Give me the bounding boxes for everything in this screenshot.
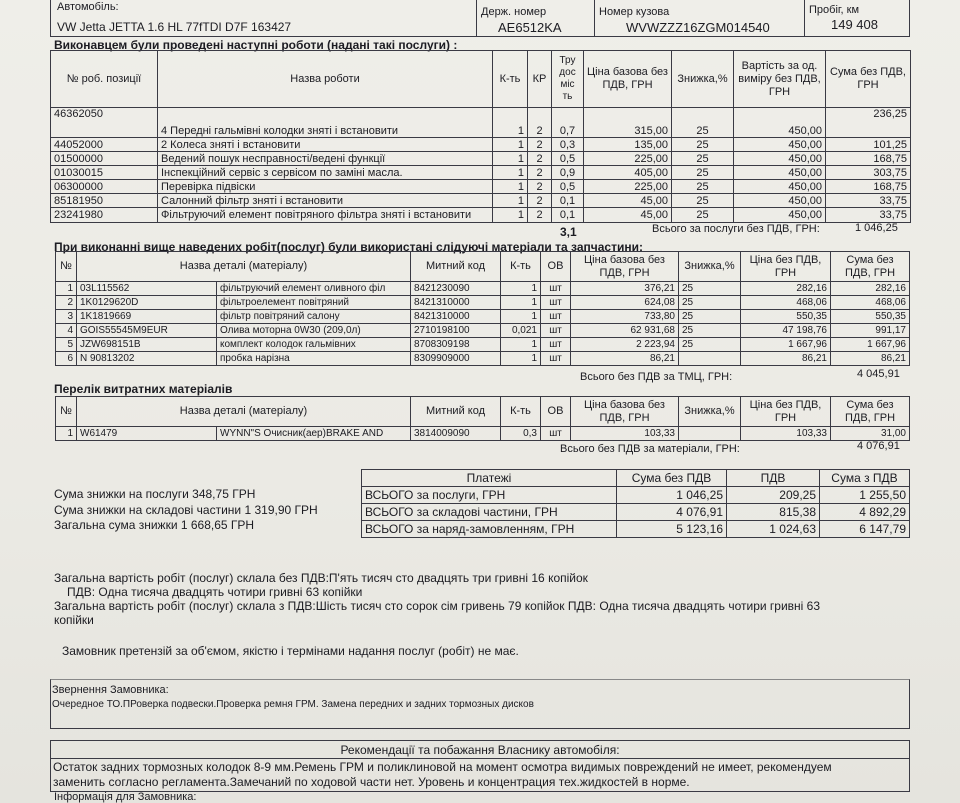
part-code: 2710198100: [411, 324, 501, 338]
col-disc: Знижка,%: [679, 252, 741, 282]
works-table: [50, 50, 911, 223]
car-label: Автомобіль:: [57, 1, 119, 13]
part-disc: 25: [679, 338, 741, 352]
part-ov: шт: [541, 282, 571, 296]
parts-title: При виконанні вище наведених робіт(послуг) були використані слідуючі матеріали та запчастини:: [54, 240, 643, 254]
parts-total-label: Всього без ПДВ за ТМЦ, ГРН:: [580, 371, 733, 383]
works-total-label: Всього за послуги без ПДВ, ГРН:: [652, 223, 820, 235]
work-sum: 33,75: [826, 194, 911, 208]
part-base: 86,21: [571, 352, 679, 366]
work-disc: 25: [672, 208, 734, 223]
cons-sum: 31,00: [831, 427, 910, 441]
part-sum: 991,17: [831, 324, 910, 338]
col-unit: Вартість за од. виміру без ПДВ, ГРН: [734, 51, 826, 108]
discount-total: Загальна сума знижки 1 668,65 ГРН: [54, 518, 255, 532]
work-code: 46362050: [51, 108, 158, 138]
work-name: Інспекційний сервіс з сервісом по заміні масла.: [158, 166, 493, 180]
table-row: [362, 487, 910, 504]
table-row: [51, 194, 911, 208]
works-title: Виконавцем були проведені наступні роботи (надані такі послуги) :: [54, 38, 458, 52]
part-name: комплект колодок гальмівних: [217, 338, 411, 352]
work-sum: 101,25: [826, 138, 911, 152]
customer-request-text: Очередное ТО.ПРоверка подвески.Проверка ремня ГРМ. Замена передних и задних тормозных дисков: [52, 699, 534, 710]
mileage-label: Пробіг, км: [809, 4, 860, 16]
work-kr: 2: [528, 108, 552, 138]
work-sum: 168,75: [826, 152, 911, 166]
work-disc: 25: [672, 194, 734, 208]
work-base: 45,00: [584, 194, 672, 208]
part-art: JZW698151B: [77, 338, 217, 352]
car-value: VW Jetta JETTA 1.6 HL 77fTDI D7F 163427: [57, 20, 292, 34]
work-trud: 0,7: [552, 108, 584, 138]
col-payments: Платежі: [362, 470, 617, 487]
plate-label: Держ. номер: [481, 6, 547, 18]
work-trud: 0,9: [552, 166, 584, 180]
work-sum: 168,75: [826, 180, 911, 194]
mileage-value: 149 408: [831, 17, 878, 32]
work-trud: 0,1: [552, 208, 584, 223]
consumables-table: [55, 396, 910, 441]
col-trud-4: ть: [562, 91, 573, 102]
work-disc: 25: [672, 180, 734, 194]
part-name: фільтроелемент повітряний: [217, 296, 411, 310]
cons-art: W61479: [77, 427, 217, 441]
part-n: 3: [56, 310, 77, 324]
part-ov: шт: [541, 338, 571, 352]
cons-qty: 0,3: [501, 427, 541, 441]
col-trud-1: Тру: [559, 55, 576, 66]
summary-net: Загальна вартість робіт (послуг) склала без ПДВ:П'ять тисяч сто двадцять три гривні 16 копійок: [54, 571, 588, 585]
work-disc: 25: [672, 108, 734, 138]
part-name: фільтруючий елемент оливного філ: [217, 282, 411, 296]
part-price: 1 667,96: [741, 338, 831, 352]
vehicle-header: [50, 0, 910, 37]
part-base: 733,80: [571, 310, 679, 324]
col-gross: Сума з ПДВ: [820, 470, 910, 487]
part-code: 8309909000: [411, 352, 501, 366]
customer-request-label: Звернення Замовника:: [52, 684, 169, 696]
pay-net: 4 076,91: [617, 504, 727, 521]
col-price: Ціна без ПДВ, ГРН: [741, 252, 831, 282]
work-qty: 1: [493, 166, 528, 180]
part-qty: 1: [501, 310, 541, 324]
pay-label: ВСЬОГО за послуги, ГРН: [362, 487, 617, 504]
work-trud: 0,5: [552, 180, 584, 194]
part-art: 1K0129620D: [77, 296, 217, 310]
part-qty: 0,021: [501, 324, 541, 338]
work-qty: 1: [493, 152, 528, 166]
table-row: [56, 427, 910, 441]
work-qty: 1: [493, 194, 528, 208]
work-disc: 25: [672, 166, 734, 180]
col-qty: К-ть: [493, 51, 528, 108]
part-art: 03L115562: [77, 282, 217, 296]
table-row: [51, 166, 911, 180]
col-name: Назва роботи: [158, 51, 493, 108]
work-base: 405,00: [584, 166, 672, 180]
col-base: Ціна базова без ПДВ, ГРН: [571, 397, 679, 427]
pay-label: ВСЬОГО за складові частини, ГРН: [362, 504, 617, 521]
col-trud-2: дос: [559, 67, 576, 78]
work-unit: 450,00: [734, 166, 826, 180]
col-trud: [552, 51, 584, 108]
col-customs: Митний код: [411, 252, 501, 282]
col-qty: К-ть: [501, 252, 541, 282]
col-sum: Сума без ПДВ, ГРН: [831, 397, 910, 427]
work-code: 85181950: [51, 194, 158, 208]
part-n: 5: [56, 338, 77, 352]
col-trud-3: міс: [560, 79, 575, 90]
pay-gross: 6 147,79: [820, 521, 910, 538]
table-row: [56, 296, 910, 310]
part-price: 550,35: [741, 310, 831, 324]
work-sum: 33,75: [826, 208, 911, 223]
part-n: 1: [56, 282, 77, 296]
col-pos: № роб. позиції: [51, 51, 158, 108]
consumables-total-value: 4 076,91: [857, 440, 900, 452]
col-ov: ОВ: [541, 397, 571, 427]
work-code: 23241980: [51, 208, 158, 223]
work-kr: 2: [528, 194, 552, 208]
part-qty: 1: [501, 296, 541, 310]
part-disc: 25: [679, 282, 741, 296]
cons-code: 3814009090: [411, 427, 501, 441]
no-claims-note: Замовник претензій за об'ємом, якістю і термінами надання послуг (робіт) не має.: [62, 644, 519, 658]
part-price: 468,06: [741, 296, 831, 310]
part-art: N 90813202: [77, 352, 217, 366]
part-price: 86,21: [741, 352, 831, 366]
part-ov: шт: [541, 352, 571, 366]
col-part-name: Назва деталі (матеріалу): [77, 252, 411, 282]
pay-vat: 209,25: [727, 487, 820, 504]
part-base: 376,21: [571, 282, 679, 296]
work-qty: 1: [493, 180, 528, 194]
cons-base: 103,33: [571, 427, 679, 441]
part-sum: 550,35: [831, 310, 910, 324]
part-name: Олива моторна 0W30 (209,0л): [217, 324, 411, 338]
vin-label: Номер кузова: [599, 6, 670, 18]
work-disc: 25: [672, 152, 734, 166]
part-code: 8421230090: [411, 282, 501, 296]
cons-name: WYNN"S Очисник(аер)BRAKE AND: [217, 427, 411, 441]
part-base: 2 223,94: [571, 338, 679, 352]
part-price: 282,16: [741, 282, 831, 296]
work-name: Ведений пошук несправності/ведені функції: [158, 152, 493, 166]
part-disc: 25: [679, 296, 741, 310]
work-unit: 450,00: [734, 208, 826, 223]
col-price: Ціна без ПДВ, ГРН: [741, 397, 831, 427]
part-disc: [679, 352, 741, 366]
pay-net: 5 123,16: [617, 521, 727, 538]
part-base: 62 931,68: [571, 324, 679, 338]
table-row: [51, 180, 911, 194]
discount-services: Сума знижки на послуги 348,75 ГРН: [54, 487, 256, 501]
recommendations-line1: Остаток задних тормозных колодок 8-9 мм.Ремень ГРМ и поликлиновой на момент осмотра видимых повреждений не имеет, рекомендуем: [53, 760, 832, 774]
cons-price: 103,33: [741, 427, 831, 441]
col-base: Ціна базова без ПДВ, ГРН: [584, 51, 672, 108]
table-row: [56, 310, 910, 324]
table-row: [362, 504, 910, 521]
part-ov: шт: [541, 310, 571, 324]
work-code: 06300000: [51, 180, 158, 194]
work-base: 135,00: [584, 138, 672, 152]
part-qty: 1: [501, 282, 541, 296]
part-price: 47 198,76: [741, 324, 831, 338]
work-unit: 450,00: [734, 138, 826, 152]
table-row: [51, 208, 911, 223]
parts-header-row: [56, 252, 910, 282]
recommendations-box: [50, 740, 910, 792]
customer-info-label: Інформація для Замовника:: [54, 791, 197, 803]
part-code: 8708309198: [411, 338, 501, 352]
work-unit: 450,00: [734, 108, 826, 138]
table-row: [56, 338, 910, 352]
work-sum: 236,25: [826, 108, 911, 138]
payments-table: [361, 469, 910, 538]
summary-gross: Загальна вартість робіт (послуг) склала з ПДВ:Шість тисяч сто сорок сім гривень 79 копійок ПДВ: Одна тисяча двадцять чотири гривні 63: [54, 599, 821, 613]
work-code: 01030015: [51, 166, 158, 180]
part-disc: 25: [679, 310, 741, 324]
work-kr: 2: [528, 138, 552, 152]
work-kr: 2: [528, 180, 552, 194]
parts-total-value: 4 045,91: [857, 368, 900, 380]
part-base: 624,08: [571, 296, 679, 310]
part-n: 4: [56, 324, 77, 338]
work-qty: 1: [493, 138, 528, 152]
work-unit: 450,00: [734, 180, 826, 194]
consumables-title: Перелік витратних матеріалів: [54, 382, 233, 396]
cons-n: 1: [56, 427, 77, 441]
pay-vat: 815,38: [727, 504, 820, 521]
col-customs: Митний код: [411, 397, 501, 427]
works-total-trud: 3,1: [560, 225, 577, 239]
work-trud: 0,5: [552, 152, 584, 166]
work-qty: 1: [493, 108, 528, 138]
work-name: Салонний фільтр зняті і встановити: [158, 194, 493, 208]
work-trud: 0,3: [552, 138, 584, 152]
part-name: фільтр повітряний салону: [217, 310, 411, 324]
col-disc: Знижка,%: [679, 397, 741, 427]
col-net: Сума без ПДВ: [617, 470, 727, 487]
col-sum: Сума без ПДВ, ГРН: [826, 51, 911, 108]
part-sum: 468,06: [831, 296, 910, 310]
part-sum: 86,21: [831, 352, 910, 366]
part-n: 2: [56, 296, 77, 310]
col-vat: ПДВ: [727, 470, 820, 487]
part-art: GOIS55545M9EUR: [77, 324, 217, 338]
col-kr: КР: [528, 51, 552, 108]
recommendations-line2: заменить согласно регламента.Замечаний по ходовой части нет. Уровень и концентрация тех.жидкостей в норме.: [53, 775, 690, 789]
vin-value: WVWZZZ16ZGM014540: [626, 20, 770, 35]
pay-gross: 1 255,50: [820, 487, 910, 504]
part-art: 1K1819669: [77, 310, 217, 324]
work-name: 2 Колеса зняті і встановити: [158, 138, 493, 152]
col-base: Ціна базова без ПДВ, ГРН: [571, 252, 679, 282]
col-ov: ОВ: [541, 252, 571, 282]
work-code: 01500000: [51, 152, 158, 166]
pay-gross: 4 892,29: [820, 504, 910, 521]
table-row: [51, 152, 911, 166]
work-base: 225,00: [584, 180, 672, 194]
table-row: [56, 324, 910, 338]
col-qty: К-ть: [501, 397, 541, 427]
table-row: [56, 282, 910, 296]
part-code: 8421310000: [411, 310, 501, 324]
work-name: Перевірка підвіски: [158, 180, 493, 194]
cons-disc: [679, 427, 741, 441]
work-base: 45,00: [584, 208, 672, 223]
part-n: 6: [56, 352, 77, 366]
col-n: №: [56, 397, 77, 427]
pay-vat: 1 024,63: [727, 521, 820, 538]
work-base: 315,00: [584, 108, 672, 138]
works-header-row: [51, 51, 911, 108]
parts-table: [55, 251, 910, 366]
part-qty: 1: [501, 338, 541, 352]
customer-request-box: [50, 679, 910, 729]
pay-net: 1 046,25: [617, 487, 727, 504]
consumables-total-label: Всього без ПДВ за матеріали, ГРН:: [560, 443, 740, 455]
col-disc: Знижка,%: [672, 51, 734, 108]
table-row: [51, 108, 911, 138]
work-trud: 0,1: [552, 194, 584, 208]
consumables-header-row: [56, 397, 910, 427]
summary-vat: ПДВ: Одна тисяча двадцять чотири гривні 63 копійки: [67, 585, 363, 599]
part-name: пробка нарізна: [217, 352, 411, 366]
discount-parts: Сума знижки на складові частини 1 319,90 ГРН: [54, 503, 318, 517]
summary-gross-cont: копійки: [54, 613, 94, 627]
table-row: [51, 138, 911, 152]
part-ov: шт: [541, 296, 571, 310]
part-code: 8421310000: [411, 296, 501, 310]
part-sum: 1 667,96: [831, 338, 910, 352]
work-name: 4 Передні гальмівні колодки зняті і встановити: [158, 108, 493, 138]
work-unit: 450,00: [734, 152, 826, 166]
work-unit: 450,00: [734, 194, 826, 208]
cons-ov: шт: [541, 427, 571, 441]
work-base: 225,00: [584, 152, 672, 166]
recommendations-title: Рекомендації та побажання Власнику автомобіля:: [340, 743, 620, 757]
work-kr: 2: [528, 166, 552, 180]
part-disc: 25: [679, 324, 741, 338]
work-name: Фільтруючий елемент повітряного фільтра зняті і встановити: [158, 208, 493, 223]
part-sum: 282,16: [831, 282, 910, 296]
payments-header-row: [362, 470, 910, 487]
work-qty: 1: [493, 208, 528, 223]
part-ov: шт: [541, 324, 571, 338]
col-n: №: [56, 252, 77, 282]
work-code: 44052000: [51, 138, 158, 152]
part-qty: 1: [501, 352, 541, 366]
work-sum: 303,75: [826, 166, 911, 180]
table-row: [362, 521, 910, 538]
work-kr: 2: [528, 152, 552, 166]
col-sum: Сума без ПДВ, ГРН: [831, 252, 910, 282]
work-kr: 2: [528, 208, 552, 223]
works-total-value: 1 046,25: [855, 222, 898, 234]
plate-value: AE6512KA: [498, 20, 562, 35]
table-row: [56, 352, 910, 366]
work-disc: 25: [672, 138, 734, 152]
col-part-name: Назва деталі (матеріалу): [77, 397, 411, 427]
pay-label: ВСЬОГО за наряд-замовленням, ГРН: [362, 521, 617, 538]
